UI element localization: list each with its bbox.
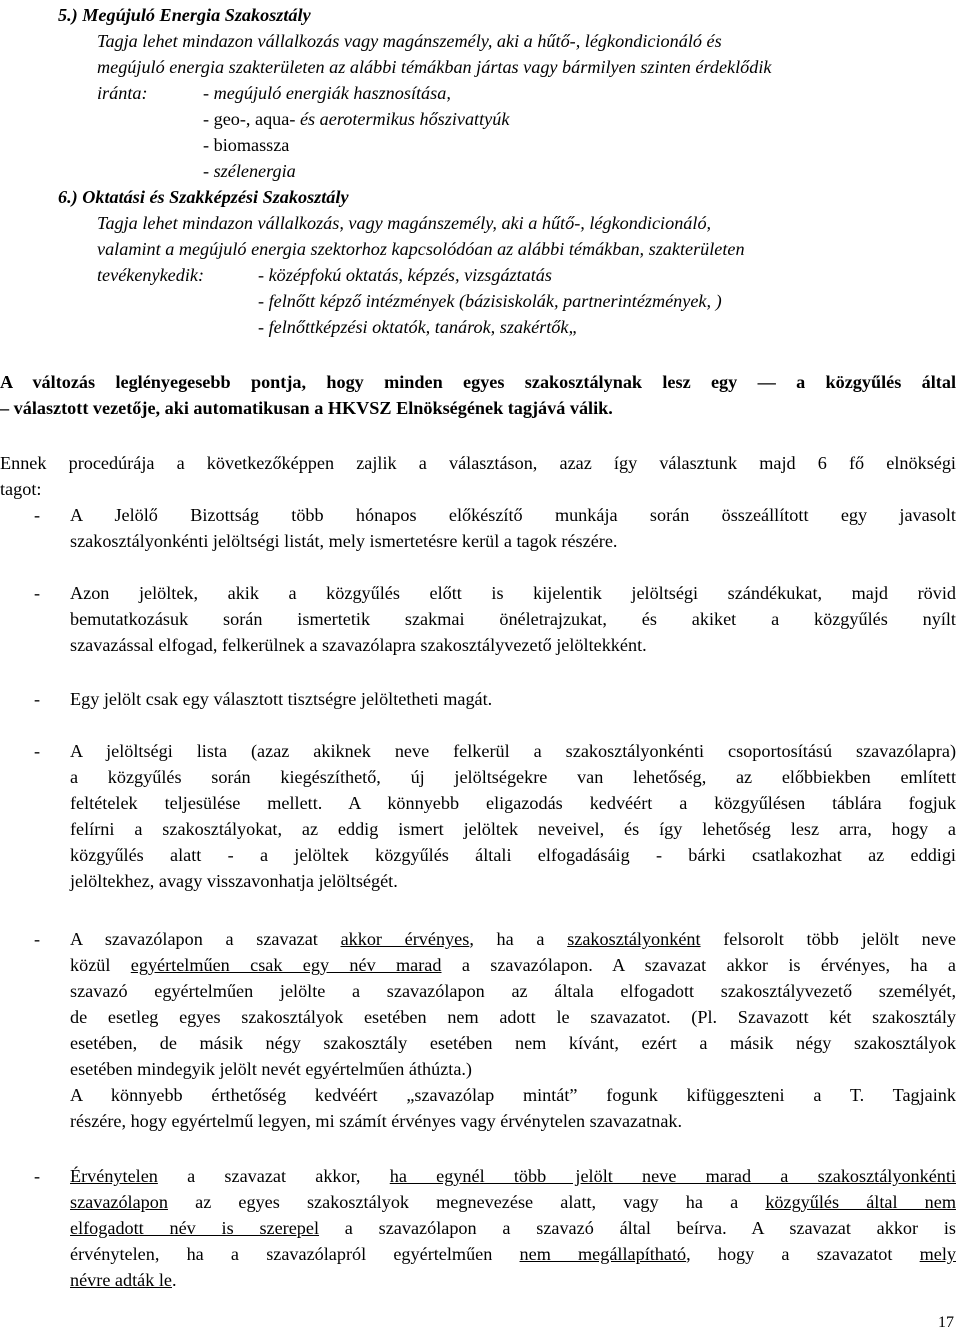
section-5-item: - szélenergia: [203, 161, 296, 181]
bullet-2-line: bemutatkozásuk során ismertetik szakmai önéletrajzukat, és akiket a közgyűlés nyílt: [70, 609, 956, 629]
section-5-line: megújuló energia szakterületen az alábbi témákban jártas vagy bármilyen szinten érdeklődik: [97, 57, 772, 77]
bullet-5-line: esetében mindegyik jelölt nevét egyértelműen áthúzta.): [70, 1059, 472, 1079]
bullet-6-line: névre adták le.: [70, 1270, 177, 1290]
bullet-1-line: A Jelölő Bizottság több hónapos előkészítő munkája során összeállított egy javasolt: [70, 505, 956, 525]
bullet-2-line: Azon jelöltek, akik a közgyűlés előtt is kijelentik jelöltségi szándékukat, majd rövid: [70, 583, 956, 603]
intro-line: tagot:: [0, 479, 42, 499]
bullet-dash: -: [34, 689, 41, 709]
section-6-item: - felnőtt képző intézmények (bázisiskolák, partnerintézmények, ): [258, 291, 722, 311]
bullet-2-line: szavazással elfogad, felkerülnek a szavazólapra szakosztályvezető jelöltekként.: [70, 635, 647, 655]
section-6-item: - középfokú oktatás, képzés, vizsgáztatás: [258, 265, 552, 285]
bullet-5-line: szavazó egyértelműen jelölte a szavazólapon az általa elfogadott szakosztályvezető személyét,: [70, 981, 956, 1001]
bold-paragraph-line: – választott vezetője, aki automatikusan a HKVSZ Elnökségének tagjává válik.: [0, 398, 613, 418]
bullet-5-line: de esetleg egyes szakosztályok esetében nem adott le szavazatot. (Pl. Szavazott két szakosztály: [70, 1007, 956, 1027]
bullet-dash: -: [34, 583, 41, 603]
section-5-item: - megújuló energiák hasznosítása,: [203, 83, 451, 103]
bullet-dash: -: [34, 505, 41, 525]
bullet-5-line: esetében, de másik négy szakosztály esetében nem kívánt, ezért a másik négy szakosztályok: [70, 1033, 956, 1053]
bullet-4-line: felírni a szakosztályokat, az eddig ismert jelöltek neveivel, és így lehetőség lesz arra, hogy a: [70, 819, 956, 839]
bullet-5-line: A szavazólapon a szavazat akkor érvényes, ha a szakosztályonként felsorolt több jelölt neve: [70, 929, 956, 949]
bold-paragraph-line: A változás leglényegesebb pontja, hogy minden egyes szakosztálynak lesz egy — a közgyűlés által: [0, 372, 956, 392]
bullet-3-line: Egy jelölt csak egy választott tisztségre jelöltetheti magát.: [70, 689, 493, 709]
bullet-4-line: jelöltekhez, avagy visszavonhatja jelöltségét.: [70, 871, 398, 891]
page-number: 17: [938, 1314, 954, 1331]
section-6-lead: tevékenykedik:: [97, 265, 205, 285]
section-6-line: Tagja lehet mindazon vállalkozás, vagy magánszemély, aki a hűtő-, légkondicionáló,: [97, 213, 712, 233]
section-5-lead: iránta:: [97, 83, 148, 103]
section-5-title: 5.) Megújuló Energia Szakosztály: [58, 5, 311, 25]
bullet-5-line: részére, hogy egyértelmű legyen, mi számít érvényes vagy érvénytelen szavazatnak.: [70, 1111, 683, 1131]
bullet-6-line: elfogadott név is szerepel a szavazólapon a szavazó által beírva. A szavazat akkor is: [70, 1218, 956, 1238]
bullet-6-line: szavazólapon az egyes szakosztályok megnevezése alatt, vagy ha a közgyűlés által nem: [70, 1192, 956, 1212]
section-6-item: - felnőttképzési oktatók, tanárok, szakértők„: [258, 317, 579, 337]
section-5-item: - biomassza: [203, 135, 290, 155]
bullet-dash: -: [34, 741, 41, 761]
bullet-4-line: feltételek teljesülése mellett. A könnyebb eligazodás kedvéért a közgyűlésen táblára fogjuk: [70, 793, 956, 813]
bullet-4-line: a közgyűlés során kiegészíthető, új jelöltségekre van lehetőség, az előbbiekben említett: [70, 767, 956, 787]
section-5-line: Tagja lehet mindazon vállalkozás vagy magánszemély, aki a hűtő-, légkondicionáló és: [97, 31, 722, 51]
bullet-dash: -: [34, 1166, 41, 1186]
bullet-dash: -: [34, 929, 41, 949]
section-5-item: - geo-, aqua- és aerotermikus hőszivattyúk: [203, 109, 510, 129]
bullet-5-line: közül egyértelműen csak egy név marad a szavazólapon. A szavazat akkor is érvényes, ha a: [70, 955, 956, 975]
bullet-6-line: érvénytelen, ha a szavazólapról egyértelműen nem megállapítható, hogy a szavazatot mely: [70, 1244, 956, 1264]
bullet-4-line: A jelöltségi lista (azaz akiknek neve felkerül a szakosztályonkénti csoportosítású szavazólapra): [70, 741, 956, 761]
section-6-line: valamint a megújuló energia szektorhoz kapcsolódóan az alábbi témákban, szakterületen: [97, 239, 745, 259]
intro-line: Ennek procedúrája a következőképpen zajlik a választáson, azaz így választunk majd 6 fő elnökségi: [0, 453, 956, 473]
bullet-5-line: A könnyebb érthetőség kedvéért „szavazólap mintát” fogunk kifüggeszteni a T. Tagjaink: [70, 1085, 956, 1105]
bullet-6-line: Érvénytelen a szavazat akkor, ha egynél több jelölt neve marad a szakosztályonkénti: [70, 1166, 957, 1186]
section-6-title: 6.) Oktatási és Szakképzési Szakosztály: [58, 187, 349, 207]
bullet-1-line: szakosztályonkénti jelöltségi listát, mely ismertetésre kerül a tagok részére.: [70, 531, 618, 551]
bullet-4-line: közgyűlés alatt - a jelöltek közgyűlés általi elfogadásáig - bárki csatlakozhat az eddigi: [70, 845, 956, 865]
